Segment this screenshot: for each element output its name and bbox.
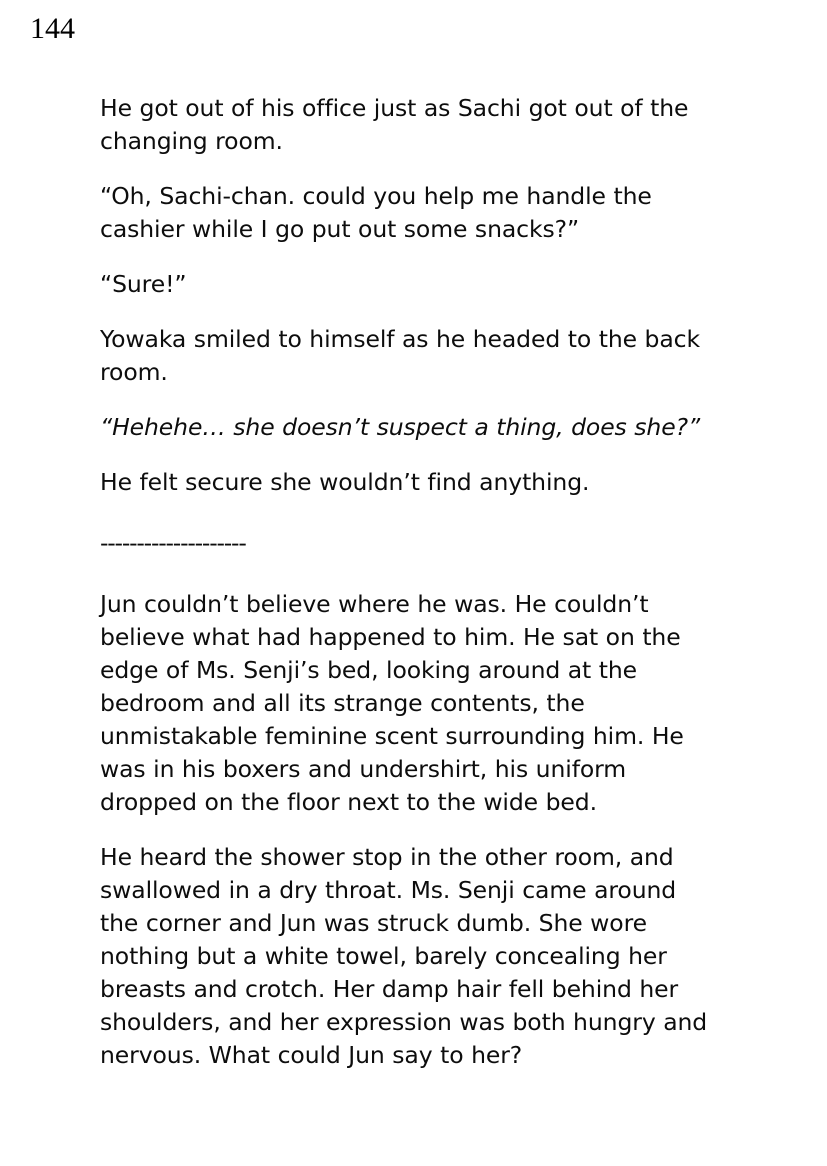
scene-break-divider: -------------------- — [100, 529, 246, 557]
paragraph: Jun couldn’t believe where he was. He couldn’t believe what had happened to him. He sat on the edge of Ms. Senji’s bed, looking around at the bedroom and all its strange contents, the unmistakable feminine scent surrounding him. He was in his boxers and undershirt, his uniform dropped on the floor next to the wide bed. — [100, 590, 684, 816]
paragraph: “Oh, Sachi-chan. could you help me handle the cashier while I go put out some snacks?” — [100, 182, 652, 243]
paragraph-italic: “Hehehe… she doesn’t suspect a thing, does she?” — [100, 413, 701, 441]
paragraph: Yowaka smiled to himself as he headed to the back room. — [100, 325, 700, 386]
page-number: 144 — [30, 12, 75, 45]
paragraph: “Sure!” — [100, 270, 187, 298]
paragraph: He heard the shower stop in the other room, and swallowed in a dry throat. Ms. Senji came around the corner and Jun was struck dumb. She wore nothing but a white towel, barely concealing her breasts and crotch. Her damp hair fell behind her shoulders, and her expression was both hungry and nervous. What could Jun say to her? — [100, 843, 708, 1069]
page-body-text — [100, 92, 720, 1094]
paragraph: He got out of his office just as Sachi got out of the changing room. — [100, 94, 689, 155]
paragraph: He felt secure she wouldn’t find anything. — [100, 468, 590, 496]
